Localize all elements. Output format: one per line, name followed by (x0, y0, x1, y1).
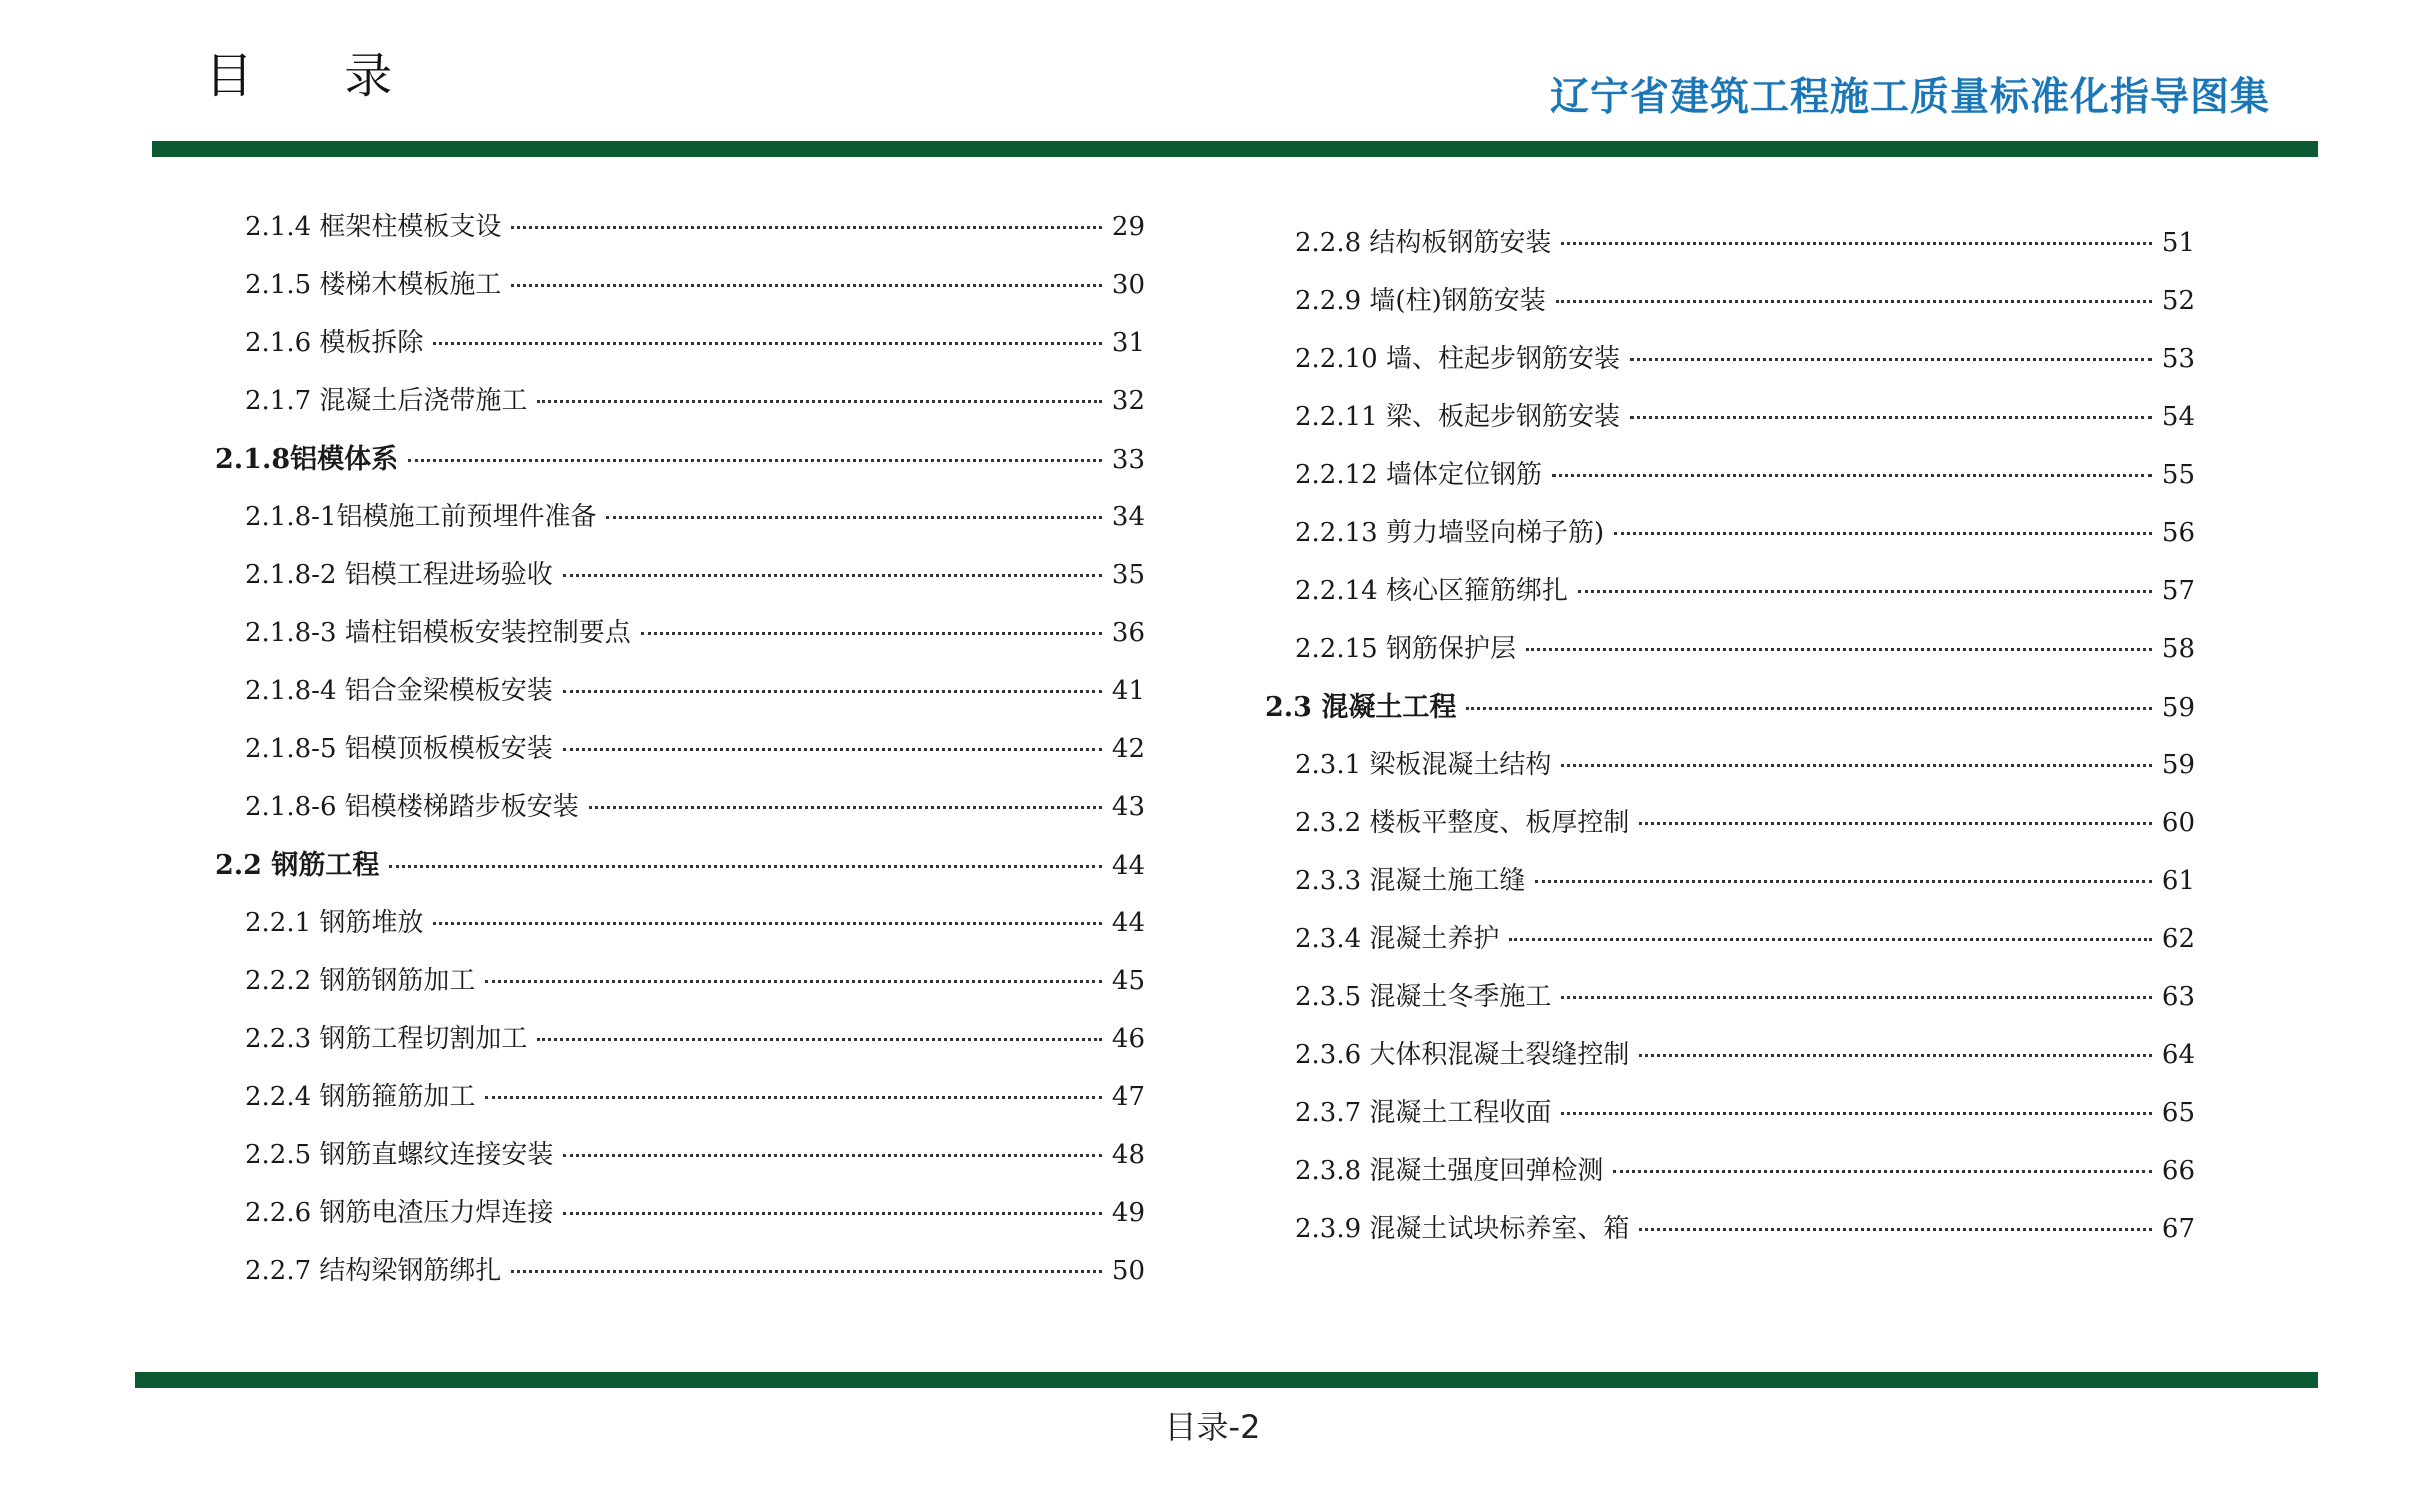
toc-entry-title: 2.1.8铝模体系 (215, 444, 399, 475)
toc-leader-dots (1509, 938, 2151, 941)
toc-entry-title: 2.2.1 钢筋堆放 (245, 908, 424, 938)
toc-entry-page: 51 (2161, 228, 2195, 258)
toc-entry-title: 2.1.8-5 铝模顶板模板安装 (245, 734, 553, 764)
book-title: 辽宁省建筑工程施工质量标准化指导图集 (1549, 75, 2270, 120)
toc-leader-dots (1535, 880, 2151, 883)
toc-entry[interactable] (245, 214, 1145, 240)
toc-entry[interactable] (245, 968, 1145, 994)
toc-entry-title: 2.2.14 核心区箍筋绑扎 (1295, 576, 1568, 606)
toc-entry-title: 2.2.3 钢筋工程切割加工 (245, 1024, 528, 1054)
toc-entry-title: 2.2.8 结构板钢筋安装 (1295, 228, 1552, 258)
toc-entry-page: 49 (1111, 1198, 1145, 1228)
toc-leader-dots (1639, 1054, 2151, 1057)
toc-leader-dots (1614, 532, 2152, 535)
toc-leader-dots (511, 226, 1101, 229)
toc-entry[interactable] (1295, 1100, 2195, 1126)
toc-entry-page: 52 (2161, 286, 2195, 316)
toc-leader-dots (563, 748, 1102, 751)
toc-entry-page: 63 (2161, 982, 2195, 1012)
toc-entry[interactable] (1295, 636, 2195, 662)
toc-entry[interactable] (245, 794, 1145, 820)
toc-leader-dots (563, 574, 1102, 577)
toc-leader-dots (537, 1038, 1101, 1041)
toc-entry[interactable] (245, 272, 1145, 298)
toc-entry-title: 2.3.5 混凝土冬季施工 (1295, 982, 1552, 1012)
toc-entry-page: 57 (2161, 576, 2195, 606)
toc-entry-title: 2.3.3 混凝土施工缝 (1295, 866, 1526, 896)
toc-entry-title: 2.1.4 框架柱模板支设 (245, 212, 502, 242)
toc-entry[interactable] (1295, 346, 2195, 372)
toc-entry[interactable] (245, 388, 1145, 414)
toc-entry-page: 47 (1111, 1082, 1145, 1112)
toc-entry-title: 2.1.8-2 铝模工程进场验收 (245, 560, 553, 590)
toc-entry-title: 2.2.13 剪力墙竖向梯子筋) (1295, 518, 1605, 548)
toc-entry[interactable] (245, 1142, 1145, 1168)
toc-entry-title: 2.1.8-4 铝合金梁模板安装 (245, 676, 553, 706)
toc-entry-page: 35 (1111, 560, 1145, 590)
toc-entry[interactable] (1295, 462, 2195, 488)
toc-entry[interactable] (1295, 404, 2195, 430)
toc-entry[interactable] (1295, 984, 2195, 1010)
toc-entry-title: 2.2.5 钢筋直螺纹连接安装 (245, 1140, 554, 1170)
toc-entry[interactable] (1295, 752, 2195, 778)
toc-entry-page: 59 (2161, 693, 2195, 723)
toc-entry-page: 33 (1111, 445, 1145, 475)
toc-entry[interactable] (245, 678, 1145, 704)
toc-leader-dots (1561, 242, 2151, 245)
toc-entry-page: 50 (1111, 1256, 1145, 1286)
toc-entry-title: 2.3.1 梁板混凝土结构 (1295, 750, 1552, 780)
toc-leader-dots (485, 1096, 1101, 1099)
toc-entry[interactable] (215, 446, 1145, 473)
toc-leader-dots (563, 690, 1102, 693)
toc-entry-title: 2.3.6 大体积混凝土裂缝控制 (1295, 1040, 1630, 1070)
toc-leader-dots (408, 459, 1102, 462)
toc-entry-title: 2.2.4 钢筋箍筋加工 (245, 1082, 476, 1112)
toc-entry-page: 34 (1111, 502, 1145, 532)
toc-entry[interactable] (1295, 868, 2195, 894)
toc-entry-page: 42 (1111, 734, 1145, 764)
toc-entry-title: 2.2.12 墙体定位钢筋 (1295, 460, 1542, 490)
top-rule (152, 141, 2318, 157)
toc-leader-dots (1630, 358, 2152, 361)
toc-entry-title: 2.3.7 混凝土工程收面 (1295, 1098, 1552, 1128)
toc-leader-dots (1578, 590, 2152, 593)
toc-entry-title: 2.2.7 结构梁钢筋绑扎 (245, 1256, 502, 1286)
toc-entry-page: 58 (2161, 634, 2195, 664)
toc-entry-title: 2.2.10 墙、柱起步钢筋安装 (1295, 344, 1620, 374)
toc-leader-dots (1639, 822, 2151, 825)
toc-entry-title: 2.1.6 模板拆除 (245, 328, 424, 358)
toc-entry[interactable] (245, 330, 1145, 356)
toc-entry-title: 2.2.15 钢筋保护层 (1295, 634, 1516, 664)
toc-entry-title: 2.1.8-1铝模施工前预埋件准备 (245, 502, 597, 532)
toc-entry-page: 54 (2161, 402, 2195, 432)
toc-entry[interactable] (1295, 230, 2195, 256)
toc-leader-dots (641, 632, 1102, 635)
toc-entry[interactable] (245, 620, 1145, 646)
toc-entry-page: 30 (1111, 270, 1145, 300)
toc-leader-dots (433, 342, 1101, 345)
toc-entry-page: 60 (2161, 808, 2195, 838)
toc-entry-page: 32 (1111, 386, 1145, 416)
toc-leader-dots (563, 1212, 1101, 1215)
toc-leader-dots (1556, 300, 2152, 303)
toc-leader-dots (511, 284, 1101, 287)
toc-entry-title: 2.1.5 楼梯木模板施工 (245, 270, 502, 300)
toc-entry-page: 45 (1111, 966, 1145, 996)
toc-entry-page: 48 (1111, 1140, 1145, 1170)
toc-leader-dots (485, 980, 1101, 983)
toc-entry-page: 53 (2161, 344, 2195, 374)
toc-leader-dots (1561, 764, 2151, 767)
toc-entry-title: 2.1.7 混凝土后浇带施工 (245, 386, 528, 416)
toc-entry[interactable] (245, 1258, 1145, 1284)
toc-entry-page: 43 (1111, 792, 1145, 822)
toc-entry[interactable] (1295, 926, 2195, 952)
toc-entry-page: 61 (2161, 866, 2195, 896)
toc-entry[interactable] (1295, 578, 2195, 604)
toc-entry-title: 2.2.9 墙(柱)钢筋安装 (1295, 286, 1546, 316)
toc-entry-page: 65 (2161, 1098, 2195, 1128)
toc-entry-page: 31 (1111, 328, 1145, 358)
toc-leader-dots (606, 516, 1101, 519)
toc-entry-page: 36 (1111, 618, 1145, 648)
toc-entry-title: 2.2.11 梁、板起步钢筋安装 (1295, 402, 1620, 432)
toc-leader-dots (1552, 474, 2152, 477)
toc-leader-dots (537, 400, 1101, 403)
toc-entry[interactable] (1295, 288, 2195, 314)
toc-entry[interactable] (245, 562, 1145, 588)
toc-leader-dots (1561, 1112, 2151, 1115)
toc-entry[interactable] (245, 1084, 1145, 1110)
toc-entry[interactable] (1265, 694, 2195, 721)
toc-entry[interactable] (245, 910, 1145, 936)
toc-leader-dots (511, 1270, 1101, 1273)
toc-leader-dots (1630, 416, 2152, 419)
page-title: 目 录 (205, 48, 431, 104)
toc-entry-page: 56 (2161, 518, 2195, 548)
toc-entry[interactable] (1295, 520, 2195, 546)
toc-entry-title: 2.3.9 混凝土试块标养室、箱 (1295, 1214, 1630, 1244)
toc-entry-title: 2.3.4 混凝土养护 (1295, 924, 1500, 954)
bottom-rule (135, 1372, 2318, 1388)
toc-entry-page: 59 (2161, 750, 2195, 780)
toc-entry-page: 66 (2161, 1156, 2195, 1186)
toc-entry[interactable] (245, 1200, 1145, 1226)
toc-entry-title: 2.2 钢筋工程 (215, 850, 380, 881)
toc-leader-dots (589, 806, 1102, 809)
toc-entry-page: 44 (1111, 908, 1145, 938)
toc-entry[interactable] (245, 736, 1145, 762)
toc-entry[interactable] (1295, 1216, 2195, 1242)
toc-entry-title: 2.2.2 钢筋钢筋加工 (245, 966, 476, 996)
toc-leader-dots (1639, 1228, 2151, 1231)
toc-entry-page: 64 (2161, 1040, 2195, 1070)
toc-entry-title: 2.3.2 楼板平整度、板厚控制 (1295, 808, 1630, 838)
toc-entry[interactable] (1295, 1158, 2195, 1184)
toc-entry[interactable] (215, 852, 1145, 879)
toc-entry-title: 2.3.8 混凝土强度回弹检测 (1295, 1156, 1604, 1186)
toc-leader-dots (1526, 648, 2152, 651)
toc-entry-page: 44 (1111, 851, 1145, 881)
toc-entry-title: 2.3 混凝土工程 (1265, 692, 1457, 723)
toc-entry[interactable] (245, 1026, 1145, 1052)
toc-entry-page: 55 (2161, 460, 2195, 490)
toc-entry-page: 67 (2161, 1214, 2195, 1244)
toc-leader-dots (389, 865, 1102, 868)
toc-entry-page: 41 (1111, 676, 1145, 706)
toc-leader-dots (1613, 1170, 2151, 1173)
page-number: 目录-2 (1164, 1408, 1261, 1446)
toc-entry-page: 46 (1111, 1024, 1145, 1054)
toc-entry[interactable] (1295, 1042, 2195, 1068)
toc-leader-dots (1466, 707, 2152, 710)
toc-leader-dots (433, 922, 1101, 925)
toc-entry-title: 2.2.6 钢筋电渣压力焊连接 (245, 1198, 554, 1228)
toc-leader-dots (1561, 996, 2151, 999)
toc-leader-dots (563, 1154, 1101, 1157)
toc-entry[interactable] (1295, 810, 2195, 836)
toc-entry[interactable] (245, 504, 1145, 530)
toc-entry-page: 62 (2161, 924, 2195, 954)
toc-entry-title: 2.1.8-6 铝模楼梯踏步板安装 (245, 792, 579, 822)
toc-entry-title: 2.1.8-3 墙柱铝模板安装控制要点 (245, 618, 631, 648)
toc-entry-page: 29 (1111, 212, 1145, 242)
